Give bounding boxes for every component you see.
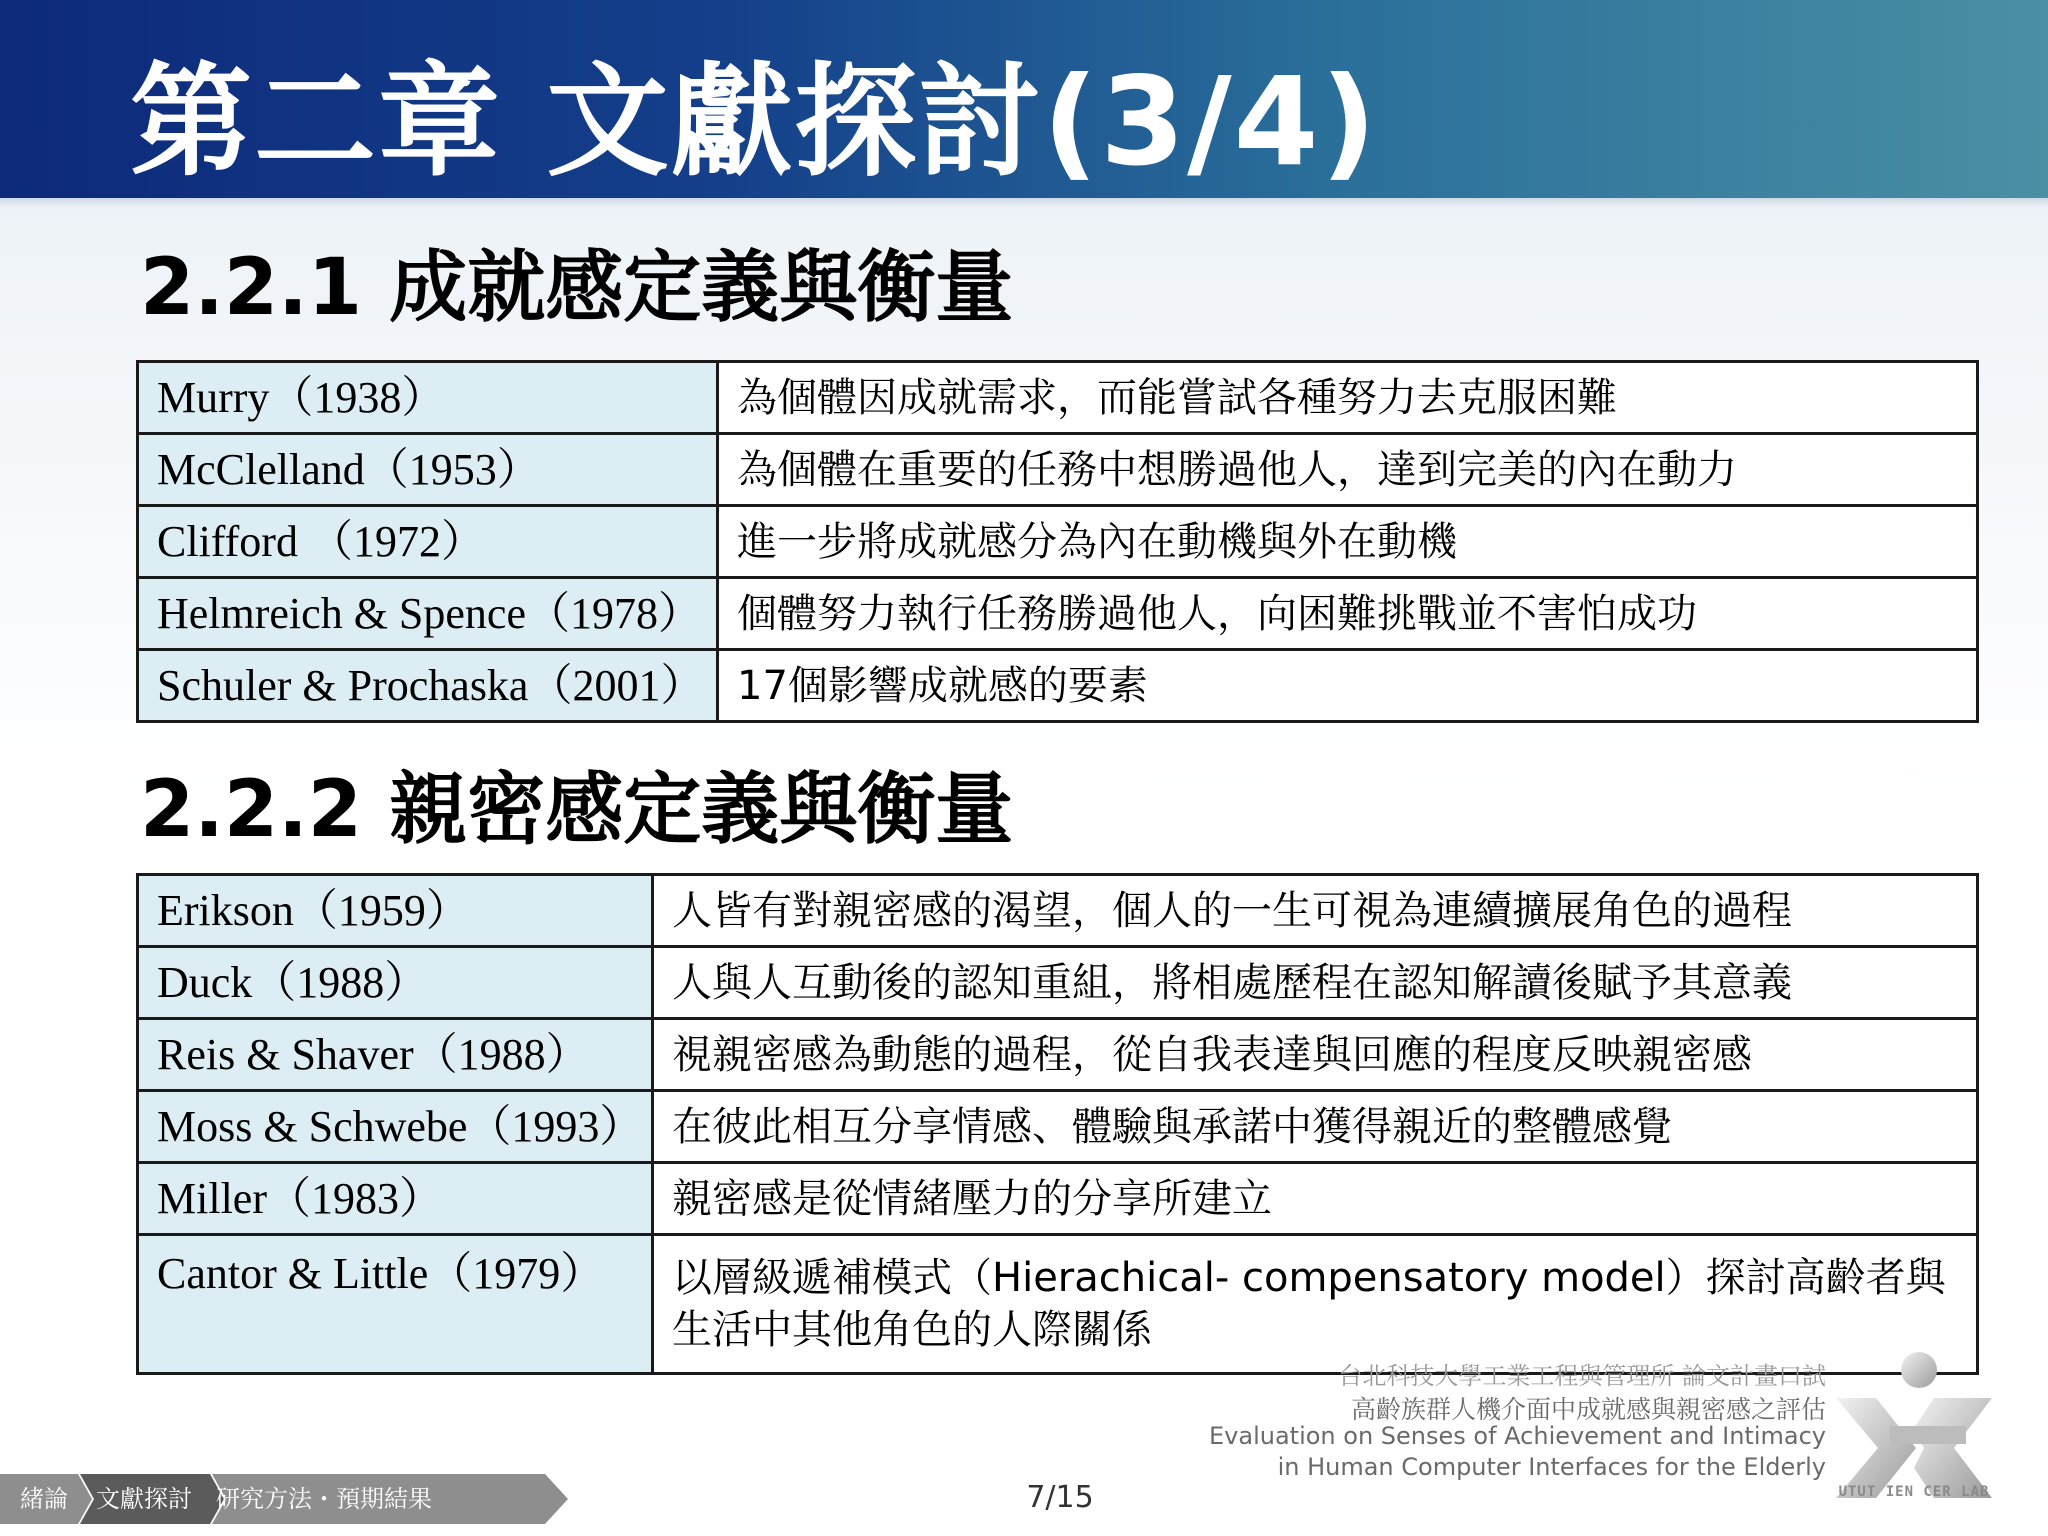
- table-row: [138, 1091, 1978, 1163]
- table-row: [138, 650, 1978, 722]
- author-cell: Erikson（1959）: [138, 875, 653, 947]
- table-row: [138, 1235, 1978, 1374]
- table-row: [138, 434, 1978, 506]
- author-cell: Miller（1983）: [138, 1163, 653, 1235]
- footer-thesis-title-en-line1: Evaluation on Senses of Achievement and Intimacy: [1209, 1422, 1826, 1450]
- intimacy-definition-table: [136, 873, 1979, 1375]
- definition-cell: 人皆有對親密感的渴望，個人的一生可視為連續擴展角色的過程: [653, 875, 1978, 947]
- slide-title: 第二章 文獻探討(3/4): [130, 51, 1379, 193]
- nav-item-introduction[interactable]: 緒論: [20, 1485, 68, 1513]
- author-cell: Clifford （1972）: [138, 506, 718, 578]
- achievement-definition-table: [136, 360, 1979, 723]
- definition-cell: 為個體因成就需求，而能嘗試各種努力去克服困難: [718, 362, 1978, 434]
- footer-thesis-title-zh: 高齡族群人機介面中成就感與親密感之評估: [1350, 1395, 1826, 1424]
- nav-item-literature-review[interactable]: 文獻探討: [96, 1485, 192, 1513]
- banner-divider: [0, 198, 2048, 208]
- table-row: [138, 875, 1978, 947]
- definition-cell: 17個影響成就感的要素: [718, 650, 1978, 722]
- author-cell: Reis & Shaver（1988）: [138, 1019, 653, 1091]
- table-row: [138, 506, 1978, 578]
- author-cell: Duck（1988）: [138, 947, 653, 1019]
- table-row: [138, 578, 1978, 650]
- author-cell: Cantor & Little（1979）: [138, 1235, 653, 1374]
- page-number: 7/15: [1026, 1480, 1094, 1515]
- definition-cell: 視親密感為動態的過程，從自我表達與回應的程度反映親密感: [653, 1019, 1978, 1091]
- author-cell: Moss & Schwebe（1993）: [138, 1091, 653, 1163]
- definition-cell: 在彼此相互分享情感、體驗與承諾中獲得親近的整體感覺: [653, 1091, 1978, 1163]
- definition-cell: 親密感是從情緒壓力的分享所建立: [653, 1163, 1978, 1235]
- definition-cell: 人與人互動後的認知重組，將相處歷程在認知解讀後賦予其意義: [653, 947, 1978, 1019]
- table-row: [138, 1019, 1978, 1091]
- author-cell: Helmreich & Spence（1978）: [138, 578, 718, 650]
- footer-institution: 台北科技大學工業工程與管理所 論文計畫口試: [1338, 1362, 1826, 1390]
- definition-cell: 進一步將成就感分為內在動機與外在動機: [718, 506, 1978, 578]
- author-cell: Murry（1938）: [138, 362, 718, 434]
- progress-nav-bar: [0, 1474, 570, 1524]
- author-cell: McClelland（1953）: [138, 434, 718, 506]
- section-heading-intimacy: 2.2.2 親密感定義與衡量: [140, 765, 1014, 855]
- table-row: [138, 947, 1978, 1019]
- definition-cell: 以層級遞補模式（Hierachical- compensatory model）探討高齡者與生活中其他角色的人際關係: [653, 1235, 1978, 1374]
- definition-cell: 個體努力執行任務勝過他人，向困難挑戰並不害怕成功: [718, 578, 1978, 650]
- nav-item-methods-results[interactable]: 研究方法・預期結果: [216, 1485, 432, 1513]
- footer-thesis-title-en-line2: in Human Computer Interfaces for the Elderly: [1277, 1453, 1826, 1481]
- lab-logo-text: UTUT IEN CER LAB: [1838, 1484, 1990, 1500]
- definition-cell: 為個體在重要的任務中想勝過他人，達到完美的內在動力: [718, 434, 1978, 506]
- table-row: [138, 362, 1978, 434]
- author-cell: Schuler & Prochaska（2001）: [138, 650, 718, 722]
- section-heading-achievement: 2.2.1 成就感定義與衡量: [140, 243, 1014, 333]
- table-row: [138, 1163, 1978, 1235]
